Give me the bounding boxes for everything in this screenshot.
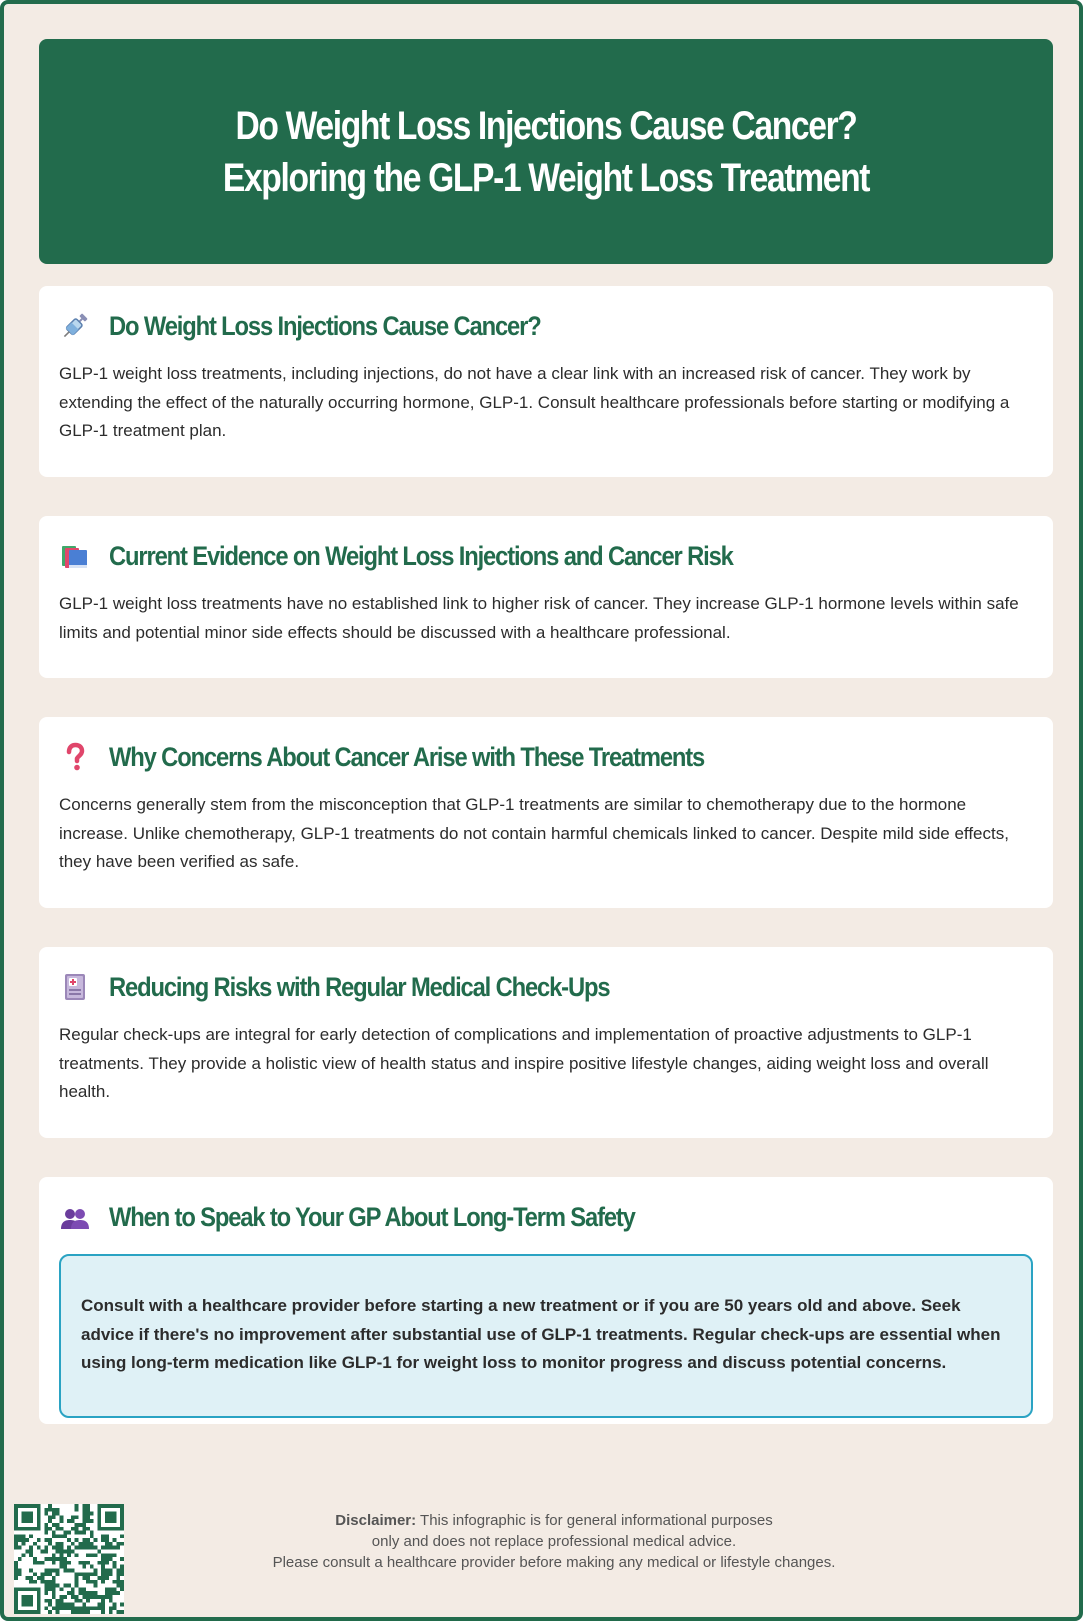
section-body: GLP-1 weight loss treatments, including injections, do not have a clear link with an increased risk of cancer. They work by extending the effect of the naturally occurring hormone, GLP-1. Consult healthcare professionals before starting or modifying a GLP-1 treatment plan.: [59, 364, 1010, 440]
syringe-icon: [59, 310, 91, 342]
books-icon: [59, 540, 91, 572]
section-card-current-evidence: [39, 516, 1053, 678]
gp-advice-callout: [59, 1254, 1033, 1418]
question-mark-icon: [59, 741, 91, 773]
section-header: [59, 969, 678, 1005]
people-icon: [59, 1201, 91, 1233]
section-body: GLP-1 weight loss treatments have no established link to higher risk of cancer. They increase GLP-1 hormone levels within safe limits and potential minor side effects should be discussed with a healthcare professional.: [59, 594, 1019, 642]
qr-code[interactable]: [14, 1504, 124, 1614]
section-header: [59, 538, 818, 574]
section-header: [59, 739, 785, 775]
section-title: Current Evidence on Weight Loss Injections and Cancer Risk: [109, 540, 733, 571]
medical-record-icon: [59, 971, 91, 1003]
disclaimer: [204, 1510, 904, 1573]
section-title: Do Weight Loss Injections Cause Cancer?: [109, 310, 541, 341]
section-card-regular-checkups: [39, 947, 1053, 1138]
section-card-cancer-question: [39, 286, 1053, 477]
section-header: [59, 1199, 706, 1235]
section-title: When to Speak to Your GP About Long-Term Safety: [109, 1201, 635, 1232]
disclaimer-line-3: Please consult a healthcare provider before making any medical or lifestyle changes.: [272, 1554, 836, 1571]
section-card-speak-to-gp: [39, 1177, 1053, 1424]
section-body: Concerns generally stem from the misconception that GLP-1 treatments are similar to chemotherapy due to the hormone increase. Unlike chemotherapy, GLP-1 treatments do not contain harmful chemicals linked to cancer. Despite mild side effects, they have been verified as safe.: [59, 795, 1009, 871]
page-title: Do Weight Loss Injections Cause Cancer? Exploring the GLP-1 Weight Loss Treatment: [222, 103, 870, 200]
section-header: [59, 308, 599, 344]
disclaimer-text-1: This infographic is for general informational purposes: [420, 1512, 773, 1529]
disclaimer-line-2: only and does not replace professional medical advice.: [371, 1533, 737, 1550]
section-title: Reducing Risks with Regular Medical Check-Ups: [109, 971, 610, 1002]
disclaimer-label: Disclaimer:: [335, 1512, 417, 1529]
callout-text: Consult with a healthcare provider before starting a new treatment or if you are 50 years old and above. Seek advice if there's no improvement after substantial use of GLP-1 treatments. Regular check-ups are essential when using long-term medication like GLP-1 for weight loss to monitor progress and discuss potential concerns.: [81, 1296, 1001, 1372]
section-body: Regular check-ups are integral for early detection of complications and implementation of proactive adjustments to GLP-1 treatments. They provide a holistic view of health status and inspire positive lifestyle changes, aiding weight loss and overall health.: [59, 1025, 989, 1101]
disclaimer-line-1: [204, 1510, 904, 1531]
section-title: Why Concerns About Cancer Arise with These Treatments: [109, 741, 705, 772]
section-card-why-concerns: [39, 717, 1053, 908]
header-banner: [39, 39, 1053, 264]
